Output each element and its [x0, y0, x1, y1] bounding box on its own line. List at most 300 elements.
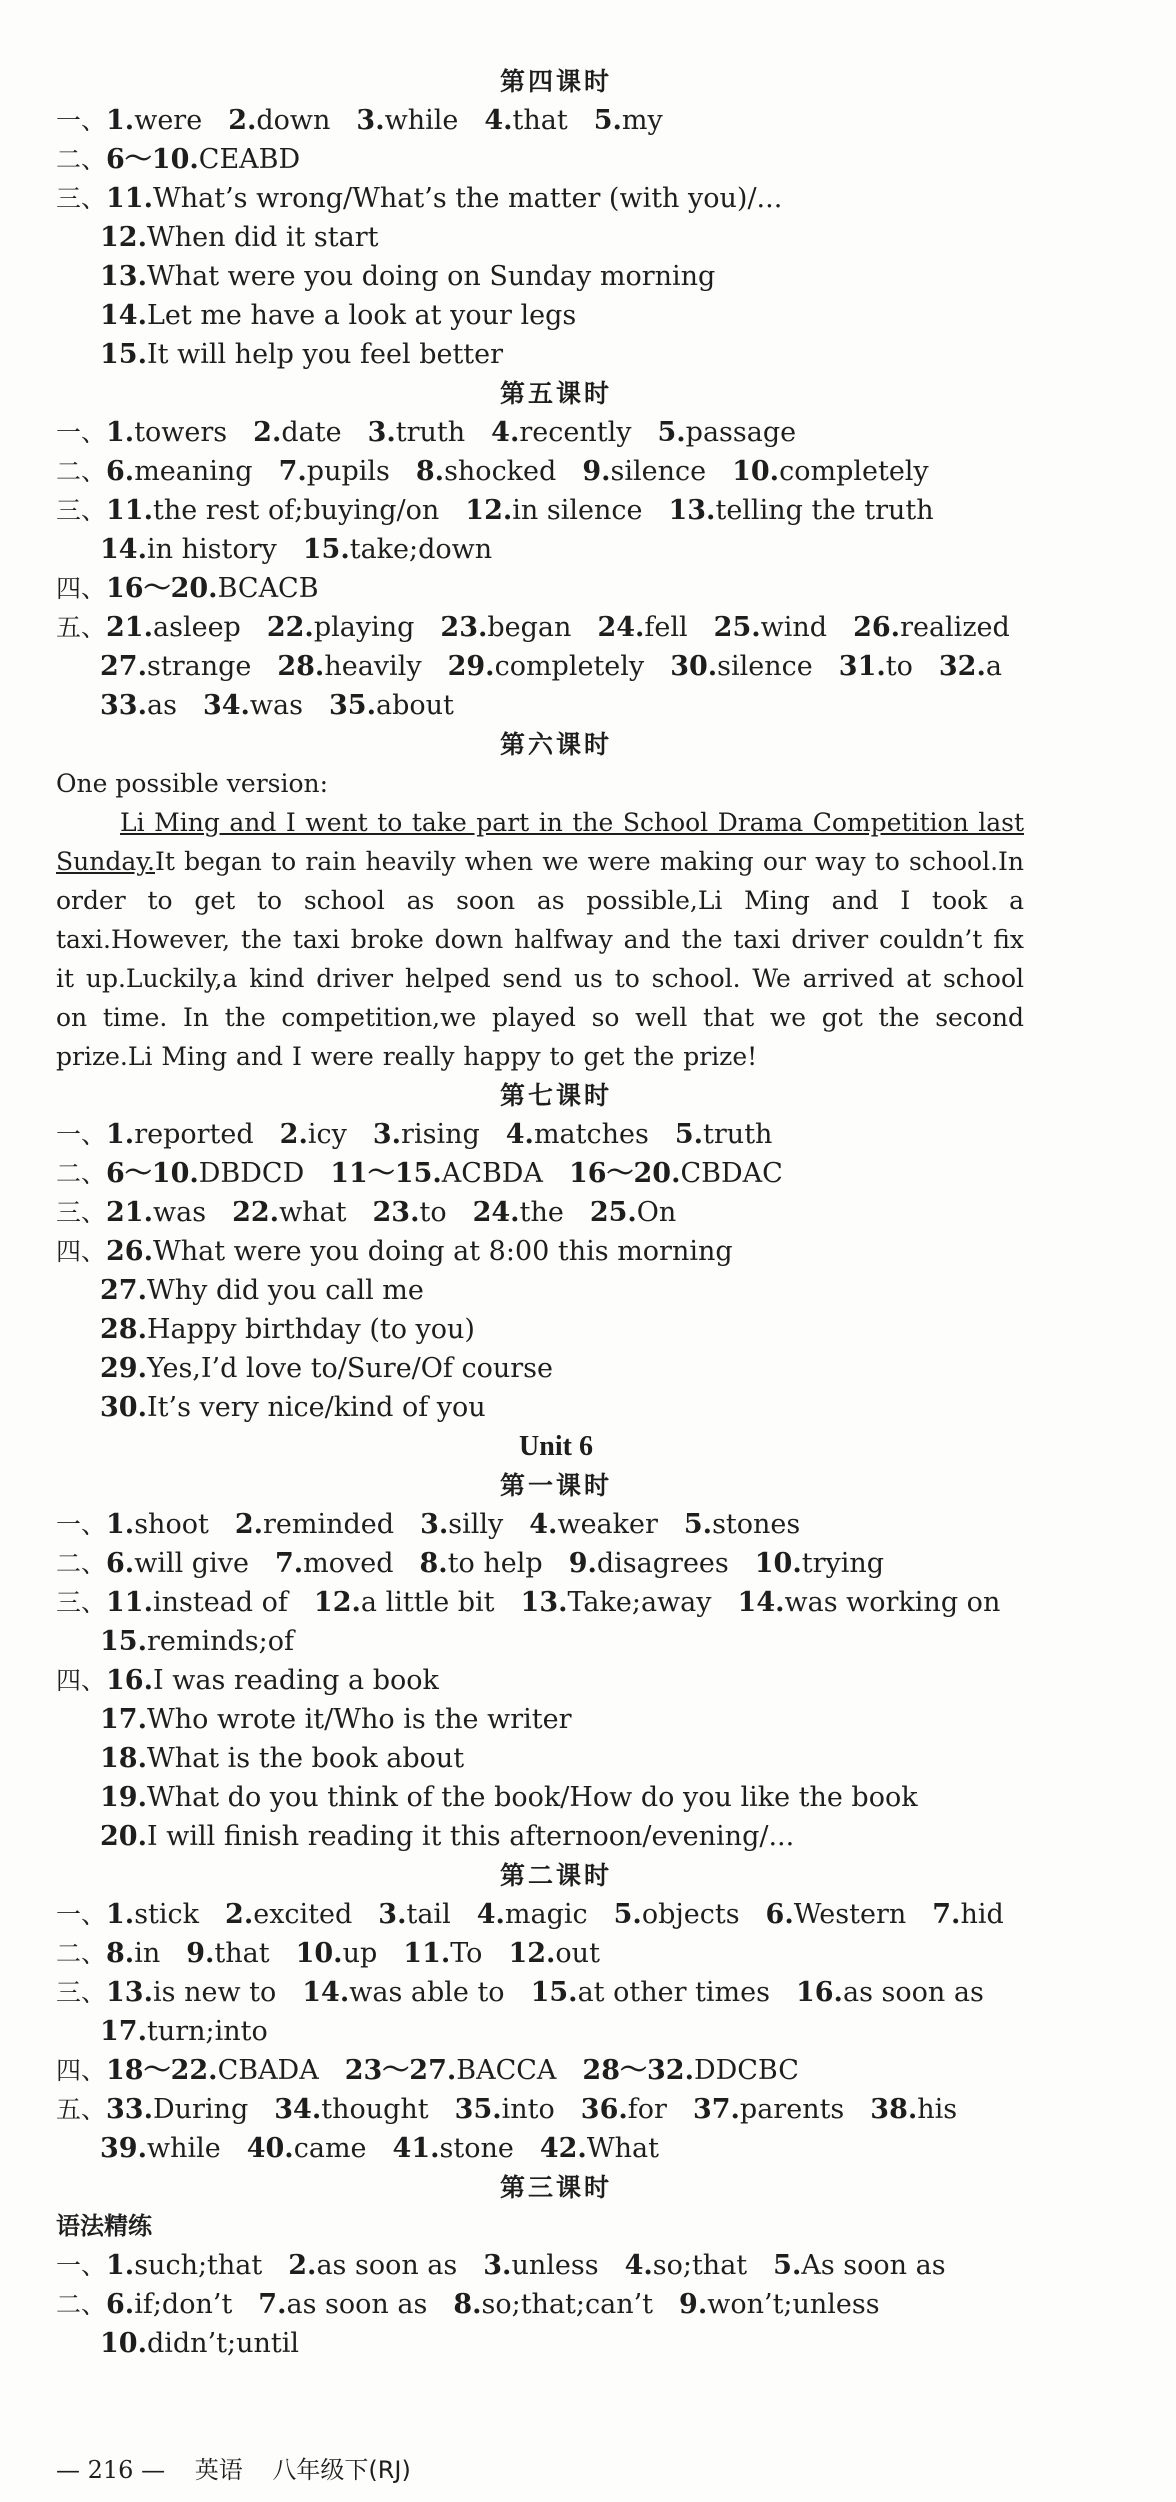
answer-item: [100, 339, 503, 370]
question-number: 32.: [938, 651, 986, 682]
question-number: 18～22.: [106, 2055, 218, 2086]
question-number: 20.: [100, 1821, 147, 1852]
answer-line: [56, 1154, 1056, 1193]
question-number: 1.: [106, 1509, 135, 1540]
answer-text: were: [134, 105, 203, 136]
answer-text: weaker: [557, 1509, 658, 1540]
answer-content: [56, 62, 1056, 2363]
answer-text: matches: [533, 1119, 649, 1150]
answer-item: [100, 1704, 571, 1735]
section-prefix: 四、: [56, 574, 107, 603]
question-number: 7.: [258, 2289, 287, 2320]
question-number: 8.: [415, 456, 445, 487]
answer-item: [253, 417, 341, 448]
answer-text: so;that: [652, 2250, 748, 2281]
answer-text: Yes,I’d love to/Sure/Of course: [146, 1353, 553, 1384]
question-number: 27.: [100, 651, 147, 682]
answer-item: [100, 1392, 486, 1423]
answer-line: [56, 1934, 1056, 1973]
answer-line: [56, 647, 1056, 686]
answer-item: [373, 1119, 480, 1150]
section-prefix: 三、: [56, 1588, 107, 1617]
question-number: 11.: [403, 1938, 451, 1969]
answer-text: while: [146, 2133, 221, 2164]
question-number: 4.: [624, 2250, 653, 2281]
answer-text: to help: [447, 1548, 543, 1579]
answer-item: [465, 495, 642, 526]
answer-item: [853, 612, 1010, 643]
answer-text: the: [519, 1197, 564, 1228]
section-prefix: 二、: [56, 1159, 107, 1188]
answer-text: reminds;of: [146, 1626, 294, 1657]
answer-text: the rest of;buying/on: [153, 495, 440, 526]
answer-text: CBDAC: [680, 1158, 783, 1189]
question-number: 8.: [106, 1938, 135, 1969]
answer-item: [590, 1197, 677, 1228]
answer-text: CBADA: [217, 2055, 319, 2086]
answer-line: [56, 2090, 1056, 2129]
answer-text: that: [512, 105, 568, 136]
answer-item: [416, 456, 556, 487]
question-number: 9.: [568, 1548, 597, 1579]
answer-line: [56, 179, 1056, 218]
answer-line: [56, 1895, 1056, 1934]
question-number: 24.: [472, 1197, 520, 1228]
question-number: 40.: [246, 2133, 294, 2164]
answer-item: [106, 1158, 304, 1189]
section-prefix: 三、: [56, 1198, 107, 1227]
answer-line: [56, 1271, 1056, 1310]
question-number: 8.: [453, 2289, 482, 2320]
answer-item: [448, 651, 645, 682]
answer-line: [56, 1115, 1056, 1154]
answer-item: [614, 1899, 740, 1930]
question-number: 33.: [100, 690, 147, 721]
question-number: 22.: [266, 612, 314, 643]
question-number: 31.: [838, 651, 886, 682]
answer-text: take;down: [349, 534, 493, 565]
section-title: 第六课时: [499, 730, 612, 759]
question-number: 13.: [520, 1587, 568, 1618]
answer-item: [106, 2289, 232, 2320]
answer-item: [540, 2133, 659, 2164]
section-prefix: 一、: [56, 106, 107, 135]
question-number: 36.: [580, 2094, 628, 2125]
question-number: 3.: [367, 417, 396, 448]
answer-item: [594, 105, 663, 136]
answer-text: realized: [900, 612, 1010, 643]
answer-text: in: [134, 1938, 161, 1969]
answer-item: [839, 651, 913, 682]
answer-item: [100, 1275, 424, 1306]
question-number: 4.: [476, 1899, 505, 1930]
answer-item: [106, 1977, 276, 2008]
answer-item: [668, 495, 933, 526]
answer-item: [483, 2250, 598, 2281]
answer-text: reported: [134, 1119, 254, 1150]
section-prefix: 一、: [56, 1510, 107, 1539]
question-number: 16.: [106, 1665, 153, 1696]
answer-item: [228, 105, 330, 136]
answer-item: [732, 456, 929, 487]
question-number: 2.: [288, 2250, 317, 2281]
answer-item: [106, 1548, 249, 1579]
answer-line: [56, 569, 1056, 608]
answer-item: [100, 1743, 464, 1774]
answer-text: To: [450, 1938, 483, 1969]
version-label: One possible version:: [56, 769, 329, 798]
question-number: 23.: [372, 1197, 420, 1228]
question-number: 26.: [106, 1236, 153, 1267]
question-number: 38.: [870, 2094, 918, 2125]
question-number: 5.: [773, 2250, 802, 2281]
answer-item: [106, 1938, 160, 1969]
question-number: 2.: [234, 1509, 263, 1540]
question-number: 11～15.: [330, 1158, 442, 1189]
question-number: 41.: [392, 2133, 440, 2164]
answer-item: [625, 2250, 748, 2281]
answer-line: [56, 1739, 1056, 1778]
answer-text: silence: [610, 456, 707, 487]
answer-item: [755, 1548, 884, 1579]
answer-text: was able to: [349, 1977, 505, 2008]
answer-text: towers: [134, 417, 228, 448]
answer-line: [56, 1700, 1056, 1739]
question-number: 10.: [732, 456, 780, 487]
section-title: 第二课时: [499, 1861, 612, 1890]
question-number: 7.: [278, 456, 307, 487]
answer-text: to: [419, 1197, 447, 1228]
answer-text: trying: [801, 1548, 885, 1579]
question-number: 17.: [100, 2016, 147, 2047]
answer-item: [280, 1119, 347, 1150]
section-title: 第七课时: [499, 1081, 612, 1110]
answer-item: [484, 105, 567, 136]
answer-text: shocked: [444, 456, 557, 487]
section-prefix: 五、: [56, 2095, 107, 2124]
answer-text: came: [293, 2133, 367, 2164]
answer-text: BCACB: [217, 573, 319, 604]
subject-label: 英语: [194, 2456, 243, 2484]
question-number: 28.: [277, 651, 325, 682]
question-number: 9.: [186, 1938, 215, 1969]
answer-text: instead of: [153, 1587, 288, 1618]
question-number: 12.: [465, 495, 513, 526]
answer-item: [106, 2055, 319, 2086]
answer-text: moved: [303, 1548, 394, 1579]
answer-item: [100, 222, 379, 253]
answer-line: [56, 2051, 1056, 2090]
question-number: 35.: [329, 690, 376, 721]
answer-item: [440, 612, 571, 643]
answer-text: was: [249, 690, 303, 721]
question-number: 4.: [484, 105, 513, 136]
question-number: 1.: [106, 1899, 135, 1930]
answer-text: CEABD: [198, 144, 301, 175]
answer-text: playing: [313, 612, 415, 643]
answer-text: Take;away: [567, 1587, 712, 1618]
answer-text: meaning: [134, 456, 253, 487]
answer-text: unless: [511, 2250, 599, 2281]
section-title: 第一课时: [499, 1471, 612, 1500]
section-prefix: 四、: [56, 1237, 107, 1266]
question-number: 35.: [454, 2094, 502, 2125]
answer-item: [106, 417, 227, 448]
answer-item: [106, 495, 439, 526]
answer-item: [106, 456, 253, 487]
question-number: 39.: [100, 2133, 147, 2164]
question-number: 22.: [232, 1197, 280, 1228]
answer-item: [582, 2055, 799, 2086]
answer-line: [56, 2285, 1056, 2324]
answer-line: [56, 608, 1056, 647]
section-prefix: 二、: [56, 1939, 107, 1968]
answer-item: [235, 1509, 394, 1540]
answer-line: [56, 335, 1056, 374]
answer-item: [100, 300, 576, 331]
answer-text: What is the book about: [146, 1743, 465, 1774]
question-number: 2.: [253, 417, 282, 448]
question-number: 14.: [302, 1977, 350, 2008]
question-number: 30.: [100, 1392, 147, 1423]
answer-item: [267, 612, 415, 643]
answer-item: [684, 1509, 800, 1540]
answer-item: [106, 144, 300, 175]
answer-item: [106, 2250, 262, 2281]
answer-text: It will help you feel better: [146, 339, 504, 370]
answer-text: silence: [717, 651, 813, 682]
question-number: 15.: [302, 534, 350, 565]
question-number: 15.: [100, 339, 147, 370]
answer-line: [56, 101, 1056, 140]
answer-item: [491, 417, 631, 448]
question-number: 29.: [100, 1353, 147, 1384]
answer-item: [186, 1938, 269, 1969]
answer-line: [56, 2012, 1056, 2051]
question-number: 14.: [100, 300, 147, 331]
answer-item: [106, 183, 782, 214]
unit-title: Unit 6: [519, 1431, 593, 1462]
answer-text: I was reading a book: [153, 1665, 439, 1696]
question-number: 16～20.: [106, 573, 218, 604]
question-number: 11.: [106, 183, 153, 214]
answer-item: [473, 1197, 564, 1228]
question-number: 4.: [491, 417, 520, 448]
answer-item: [773, 2250, 945, 2281]
answer-line: [56, 1505, 1056, 1544]
answer-item: [100, 2016, 268, 2047]
answer-item: [378, 1899, 450, 1930]
answer-text: into: [501, 2094, 555, 2125]
answer-text: a: [985, 651, 1002, 682]
section-prefix: 三、: [56, 1978, 107, 2007]
answer-item: [531, 1977, 770, 2008]
question-number: 34.: [202, 690, 250, 721]
question-number: 5.: [593, 105, 622, 136]
answer-text: passage: [685, 417, 797, 448]
question-number: 5.: [613, 1899, 642, 1930]
answer-line: [56, 1622, 1056, 1661]
answer-text: up: [342, 1938, 378, 1969]
section-prefix: 一、: [56, 2251, 107, 2280]
answer-text: stones: [712, 1509, 801, 1540]
answer-text: What’s wrong/What’s the matter (with you)/...: [153, 183, 783, 214]
question-number: 13.: [668, 495, 716, 526]
answer-item: [106, 573, 319, 604]
answer-item: [870, 2094, 957, 2125]
question-number: 6.: [765, 1899, 794, 1930]
answer-text: ACBDA: [441, 1158, 543, 1189]
answer-text: was: [153, 1197, 207, 1228]
question-number: 4.: [529, 1509, 558, 1540]
answer-item: [314, 1587, 495, 1618]
answer-text: to: [885, 651, 913, 682]
answer-item: [738, 1587, 1001, 1618]
question-number: 7.: [932, 1899, 961, 1930]
answer-text: BACCA: [456, 2055, 557, 2086]
section-prefix: 一、: [56, 1120, 107, 1149]
answer-text: On: [636, 1197, 677, 1228]
question-number: 33.: [106, 2094, 153, 2125]
answer-text: As soon as: [801, 2250, 946, 2281]
question-number: 28.: [100, 1314, 147, 1345]
answer-item: [714, 612, 827, 643]
answer-text: for: [627, 2094, 667, 2125]
answer-text: a little bit: [360, 1587, 495, 1618]
question-number: 11.: [106, 495, 153, 526]
answer-line: [56, 1973, 1056, 2012]
answer-item: [329, 690, 454, 721]
section-prefix: 五、: [56, 613, 107, 642]
answer-item: [670, 651, 813, 682]
section-prefix: 二、: [56, 145, 107, 174]
answer-text: in silence: [512, 495, 643, 526]
question-number: 16.: [795, 1977, 843, 2008]
answer-text: stone: [439, 2133, 514, 2164]
answer-text: DDCBC: [693, 2055, 799, 2086]
question-number: 3.: [356, 105, 385, 136]
answer-line: [56, 1817, 1056, 1856]
answer-line: [56, 2129, 1056, 2168]
question-number: 10.: [295, 1938, 343, 1969]
answer-line: [56, 2246, 1056, 2285]
question-number: 23.: [440, 612, 488, 643]
answer-item: [106, 612, 241, 643]
question-number: 29.: [447, 651, 495, 682]
answer-text: DBDCD: [198, 1158, 305, 1189]
answer-item: [508, 1938, 599, 1969]
grammar-label: 语法精练: [56, 2212, 152, 2240]
answer-line: [56, 218, 1056, 257]
answer-item: [100, 1314, 475, 1345]
answer-line: [56, 413, 1056, 452]
answer-text: thought: [321, 2094, 429, 2125]
question-number: 25.: [589, 1197, 637, 1228]
answer-text: fell: [644, 612, 688, 643]
answer-line: [56, 452, 1056, 491]
answer-line: [56, 1310, 1056, 1349]
answer-text: excited: [253, 1899, 353, 1930]
answer-item: [296, 1938, 378, 1969]
answer-text: as soon as: [316, 2250, 458, 2281]
answer-item: [393, 2133, 514, 2164]
answer-item: [106, 1119, 254, 1150]
question-number: 26.: [853, 612, 901, 643]
answer-text: Let me have a look at your legs: [146, 300, 577, 331]
question-number: 5.: [657, 417, 686, 448]
question-number: 1.: [106, 417, 135, 448]
answer-text: Who wrote it/Who is the writer: [146, 1704, 572, 1735]
answer-item: [569, 1158, 783, 1189]
question-number: 5.: [674, 1119, 704, 1150]
answer-text: if;don’t: [134, 2289, 233, 2320]
answer-text: shoot: [134, 1509, 209, 1540]
answer-item: [100, 1353, 553, 1384]
answer-item: [106, 1197, 206, 1228]
question-number: 19.: [100, 1782, 147, 1813]
question-number: 10.: [754, 1548, 802, 1579]
answer-item: [582, 456, 706, 487]
question-number: 2.: [228, 105, 257, 136]
answer-line: [56, 1193, 1056, 1232]
answer-text: What: [586, 2133, 659, 2164]
answer-text: didn’t;until: [146, 2328, 300, 2359]
question-number: 4.: [505, 1119, 534, 1150]
answer-text: tail: [406, 1899, 451, 1930]
answer-text: wind: [760, 612, 828, 643]
section-prefix: 一、: [56, 418, 107, 447]
answer-item: [529, 1509, 658, 1540]
answer-item: [766, 1899, 907, 1930]
answer-item: [100, 1626, 294, 1657]
answer-text: so;that;can’t: [481, 2289, 654, 2320]
answer-text: what: [279, 1197, 347, 1228]
answer-item: [288, 2250, 457, 2281]
question-number: 10.: [100, 2328, 147, 2359]
answer-item: [106, 2094, 248, 2125]
answer-item: [693, 2094, 844, 2125]
answer-item: [403, 1938, 482, 1969]
answer-text: I will finish reading it this afternoon/evening/...: [146, 1821, 795, 1852]
answer-text: was working on: [784, 1587, 1001, 1618]
question-number: 6～10.: [106, 144, 199, 175]
answer-text: Western: [793, 1899, 907, 1930]
answer-line: [56, 1778, 1056, 1817]
answer-text: is new to: [153, 1977, 277, 2008]
answer-text: date: [281, 417, 342, 448]
question-number: 34.: [274, 2094, 322, 2125]
question-number: 1.: [106, 2250, 135, 2281]
question-number: 1.: [106, 105, 135, 136]
answer-text: It’s very nice/kind of you: [146, 1392, 486, 1423]
answer-item: [521, 1587, 712, 1618]
question-number: 3.: [378, 1899, 407, 1930]
answer-text: objects: [641, 1899, 740, 1930]
question-number: 11.: [106, 1587, 153, 1618]
answer-item: [100, 2133, 221, 2164]
answer-line: [56, 1583, 1056, 1622]
answer-item: [203, 690, 303, 721]
answer-line: [56, 491, 1056, 530]
answer-item: [279, 456, 390, 487]
question-number: 7.: [274, 1548, 304, 1579]
sample-essay: [56, 803, 1024, 1076]
section-prefix: 二、: [56, 457, 107, 486]
question-number: 28～32.: [582, 2055, 694, 2086]
answer-item: [455, 2094, 555, 2125]
answer-text: won’t;unless: [707, 2289, 880, 2320]
answer-line: [56, 530, 1056, 569]
